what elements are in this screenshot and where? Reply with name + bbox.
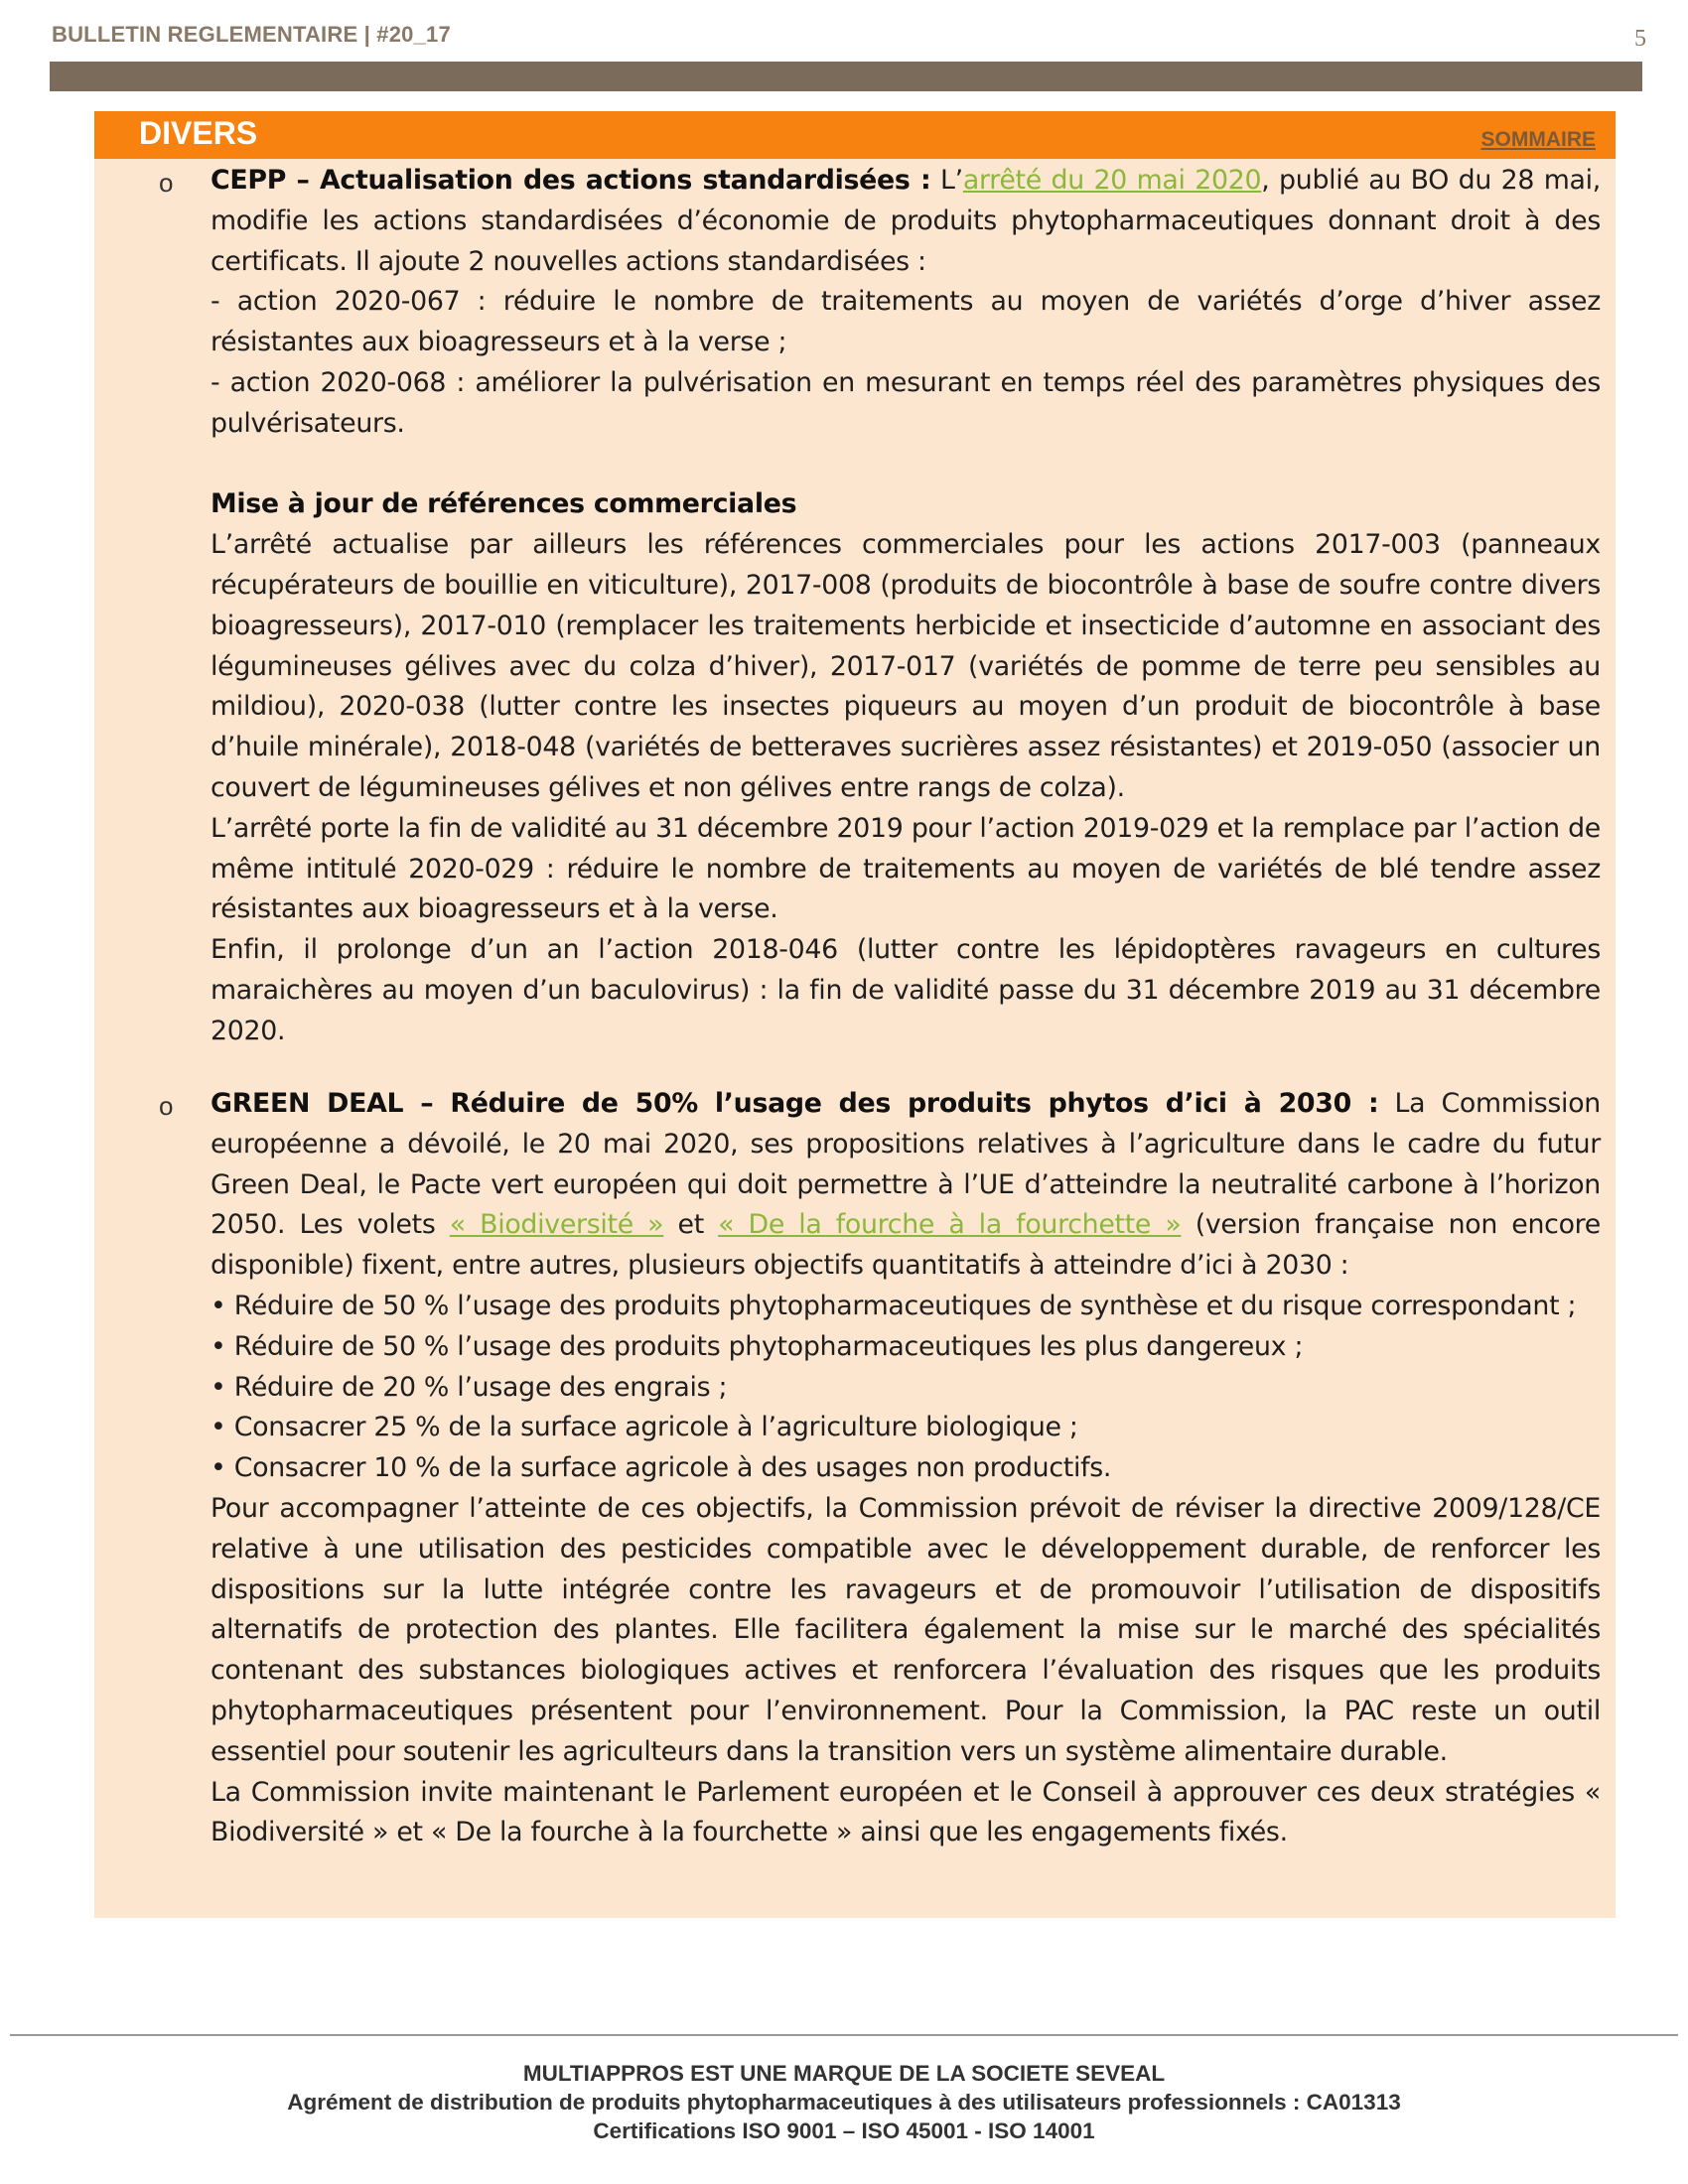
divers-section xyxy=(94,111,1616,1918)
green-deal-para-1: Pour accompagner l’atteinte de ces objectifs, la Commission prévoit de réviser la directive 2009/128/CE relative à une utilisation des pesticides compatible avec le développement durable, de renforcer les dispositions sur la lutte intégrée contre les ravageurs et de promouvoir l’utilisation de dispositifs alternatifs de protection des plantes. Elle facilitera également la mise sur le marché des spécialités contenant des substances biologiques actives et renforcera l’évaluation des risques que les produits phytopharmaceutiques présentent pour l’environnement. Pour la Commission, la PAC reste un outil essentiel pour soutenir les agriculteurs dans la transition vers un système alimentaire durable. xyxy=(211,1492,1601,1767)
green-deal-heading: GREEN DEAL – Réduire de 50% l’usage des produits phytos d’ici à 2030 : xyxy=(211,1088,1379,1119)
footer-divider xyxy=(10,2034,1678,2036)
footer xyxy=(0,2059,1688,2145)
green-deal-item xyxy=(211,1084,1601,1853)
cepp-action-1: - action 2020-067 : réduire le nombre de traitements au moyen de variétés d’orge d’hiver assez résistantes aux bioagresseurs et à la verse ; xyxy=(211,286,1601,358)
section-title: DIVERS xyxy=(139,115,258,151)
objective-item: • Réduire de 20 % l’usage des engrais ; xyxy=(211,1371,728,1403)
cepp-heading: CEPP – Actualisation des actions standardisées : xyxy=(211,165,931,196)
cepp-item xyxy=(211,161,1601,1052)
bulletin-title: BULLETIN REGLEMENTAIRE | #20_17 xyxy=(52,22,451,47)
list-bullet-2: o xyxy=(159,1091,174,1121)
objective-item: • Réduire de 50 % l’usage des produits phytopharmaceutiques les plus dangereux ; xyxy=(211,1330,1304,1362)
sommaire-link[interactable]: SOMMAIRE xyxy=(1480,128,1596,151)
section-banner xyxy=(94,111,1616,159)
fourche-link[interactable]: « De la fourche à la fourchette » xyxy=(718,1209,1182,1241)
cepp-para-3: Enfin, il prolonge d’un an l’action 2018-046 (lutter contre les lépidoptères ravageurs en cultures maraichères au moyen d’un baculovirus) : la fin de validité passe du 31 décembre 2019 au 31 décembre 2020. xyxy=(211,934,1601,1046)
cepp-text-b: , publié au BO du 28 mai, modifie les actions standardisées d’économie de produits phytopharmaceutiques donnant droit à des certificats. Il ajoute 2 nouvelles actions standardisées : xyxy=(211,165,1601,277)
header-bar xyxy=(50,62,1642,91)
objective-item: • Consacrer 25 % de la surface agricole à l’agriculture biologique ; xyxy=(211,1412,1078,1443)
biodiversite-link[interactable]: « Biodiversité » xyxy=(449,1209,664,1241)
arrete-link[interactable]: arrêté du 20 mai 2020 xyxy=(962,165,1262,196)
cepp-para-1: L’arrêté actualise par ailleurs les références commerciales pour les actions 2017-003 (panneaux récupérateurs de bouillie en viticulture), 2017-008 (produits de biocontrôle à base de soufre contre divers bioagresseurs), 2017-010 (remplacer les traitements herbicide et insecticide d’automne en associant des légumineuses gélives avec du colza d’hiver), 2017-017 (variétés de pomme de terre peu sensibles au mildiou), 2020-038 (lutter contre les insectes piqueurs au moyen d’un produit de biocontrôle à base d’huile minérale), 2018-048 (variétés de betteraves sucrières assez résistantes) et 2019-050 (associer un couvert de légumineuses gélives et non gélives entre rangs de colza). xyxy=(211,529,1601,803)
page-number: 5 xyxy=(1634,26,1646,52)
cepp-intro xyxy=(211,161,1601,282)
list-bullet-1: o xyxy=(159,168,174,198)
cepp-text-a: L’ xyxy=(930,165,963,196)
cepp-para-2: L’arrêté porte la fin de validité au 31 décembre 2019 pour l’action 2019-029 et la remplace par l’action de même intitulé 2020-029 : réduire le nombre de traitements au moyen de variétés de blé tendre assez résistantes aux bioagresseurs et à la verse. xyxy=(211,812,1601,925)
footer-line-1: MULTIAPPROS EST UNE MARQUE DE LA SOCIETE SEVEAL xyxy=(522,2061,1166,2086)
cepp-subheading: Mise à jour de références commerciales xyxy=(211,488,797,520)
objective-item: • Consacrer 10 % de la surface agricole à des usages non productifs. xyxy=(211,1452,1112,1484)
green-deal-intro: GREEN DEAL – Réduire de 50% l’usage des produits phytos d’ici à 2030 : La Commission européenne a dévoilé, le 20 mai 2020, ses propositions relatives à l’agriculture dans le cadre du futur Green Deal, le Pacte vert européen qui doit permettre à l’UE d’atteindre la neutralité carbone à l’horizon 2050. Les volets « Biodiversité » et « De la fourche à la fourchette » (version française non encore disponible) fixent, entre autres, plusieurs objectifs quantitatifs à atteindre d’ici à 2030 : xyxy=(211,1088,1601,1282)
cepp-action-2: - action 2020-068 : améliorer la pulvérisation en mesurant en temps réel des paramètres physiques des pulvérisateurs. xyxy=(211,366,1601,439)
footer-line-3: Certifications ISO 9001 – ISO 45001 - ISO 14001 xyxy=(593,2118,1095,2143)
footer-line-2: Agrément de distribution de produits phytopharmaceutiques à des utilisateurs professionnels : CA01313 xyxy=(287,2090,1401,2115)
objective-item: • Réduire de 50 % l’usage des produits phytopharmaceutiques de synthèse et du risque correspondant ; xyxy=(211,1290,1577,1321)
green-deal-para-2: La Commission invite maintenant le Parlement européen et le Conseil à approuver ces deux stratégies « Biodiversité » et « De la fourche à la fourchette » ainsi que les engagements fixés. xyxy=(211,1776,1601,1848)
